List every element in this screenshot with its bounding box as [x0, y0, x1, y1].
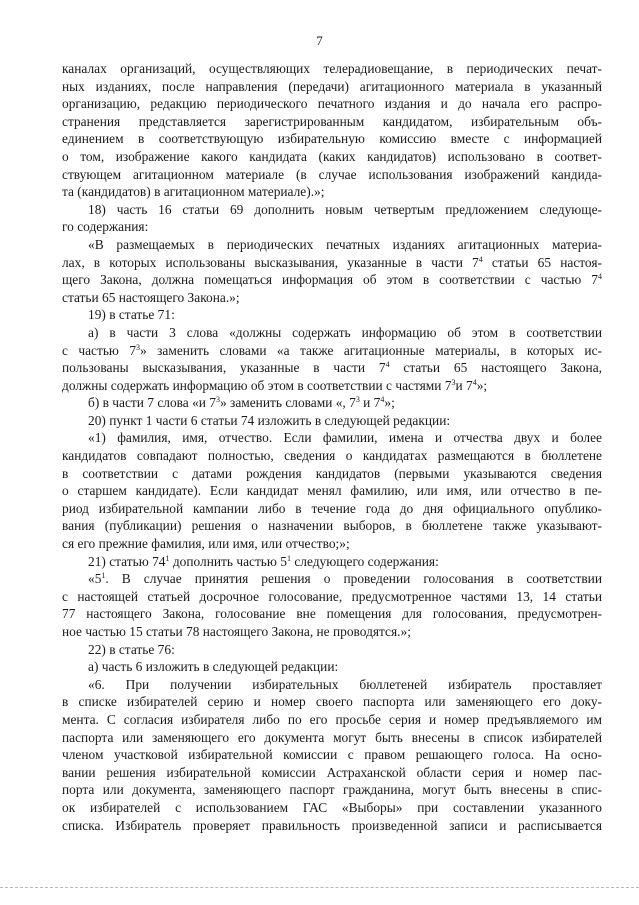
- text-line: «В размещаемых в периодических печатных изданиях агитационных материа-: [88, 236, 602, 252]
- text-line: ное частью 15 статьи 78 настоящего Закона, не проводятся.»;: [62, 624, 411, 639]
- text-line: риод избирательной кампании либо в течение года до дня официального опублико-: [62, 500, 602, 516]
- text-line: ствующем агитационном материале (в случае использования изображений кандида-: [62, 166, 602, 182]
- page-number: 7: [316, 33, 323, 48]
- text-line: ных изданиях, после направления (передачи) агитационного материала в указанный: [62, 78, 602, 94]
- text-line: организацию, редакцию периодического печатного издания и до начала его распро-: [62, 96, 602, 112]
- text-line: в списке избирателей серию и номер своего паспорта или заменяющего его доку-: [62, 694, 602, 710]
- text-line: ся его прежние фамилия, или имя, или отчество;»;: [62, 536, 350, 552]
- text-line: о старшем кандидате). Если кандидат менял фамилию, или имя, или отчество в пе-: [62, 483, 602, 499]
- text-line: порта или документа, заменяющего паспорт гражданина, могут быть внесены в спис-: [62, 782, 602, 798]
- text-line: 18) часть 16 статьи 69 дополнить новым четвертым предложением следующе-: [88, 201, 602, 217]
- text-line: 20) пункт 1 части 6 статьи 74 изложить в следующей редакции:: [88, 412, 451, 428]
- text-line: странения представляется зарегистрированным кандидатом, избирательным объ-: [62, 113, 602, 129]
- text-line: 21) статью $74^1$ дополнить частью $5^1$ следующего содержания:: [88, 553, 439, 569]
- text-line: мента. С согласия избирателя либо по его просьбе серия и номер предъявляемого им: [62, 711, 602, 727]
- text-line: та (кандидатов) в агитационном материале).»;: [62, 184, 325, 200]
- text-line: 22) в статье 76:: [88, 641, 175, 657]
- text-line: вания (публикации) решения о назначении выборов, в бюллетене также указывают-: [62, 518, 602, 534]
- text-line: вании решения избирательной комиссии Астраханской области серия и номер пас-: [62, 764, 602, 780]
- text-line: единением в соответствующую избирательную комиссию вместе с информацией: [62, 131, 602, 147]
- text-line: о том, изображение какого кандидата (каких кандидатов) использовано в соответ-: [62, 148, 602, 164]
- text-line: щего Закона, должна помещаться информация об этом в соответствии с частью $7^4$: [62, 272, 602, 288]
- text-line: в соответствии с датами рождения кандидатов (первыми указываются сведения: [62, 465, 602, 481]
- text-line: членом участковой избирательной комиссии с правом решающего голоса. На осно-: [62, 747, 602, 763]
- text-line: 19) в статье 71:: [88, 307, 175, 323]
- document-body: [62, 60, 602, 834]
- text-line: б) в части 7 слова «и $7^3$» заменить словами «, $7^3$ и $7^4$»;: [88, 395, 395, 411]
- text-line: лах, в которых использованы высказывания, указанные в части $7^4$ статьи 65 настоя-: [62, 254, 602, 270]
- text-line: «1) фамилия, имя, отчество. Если фамилии, имена и отчества двух и более: [88, 430, 602, 446]
- text-line: ок избирателей с использованием ГАС «Выборы» при составлении указанного: [62, 799, 602, 815]
- text-line: а) часть 6 изложить в следующей редакции:: [88, 659, 339, 675]
- scan-edge-line: [0, 887, 639, 889]
- text-line: «6. При получении избирательных бюллетеней избиратель проставляет: [88, 676, 602, 692]
- text-line: каналах организаций, осуществляющих телерадиовещание, в периодических печат-: [62, 61, 602, 76]
- text-line: пользованы высказывания, указанные в части $7^4$ статьи 65 настоящего Закона,: [62, 360, 603, 376]
- text-line: списка. Избиратель проверяет правильность произведенной записи и расписывается: [62, 817, 602, 833]
- text-line: «$5^1$. В случае принятия решения о проведении голосования в соответствии: [88, 571, 602, 587]
- text-line: с настоящей статьей досрочное голосование, предусмотренное частями 13, 14 статьи: [62, 588, 602, 604]
- text-line: статьи 65 настоящего Закона.»;: [62, 289, 240, 305]
- text-line: го содержания:: [62, 219, 149, 235]
- text-line: паспорта или заменяющего его документа могут быть внесены в список избирателей: [62, 729, 602, 745]
- text-line: 77 настоящего Закона, голосование вне помещения для голосования, предусмотрен-: [62, 606, 602, 622]
- text-line: с частью $7^3$» заменить словами «а также агитационные материалы, в которых ис-: [62, 342, 603, 358]
- text-line: должны содержать информацию об этом в соответствии с частями $7^3и$ $7^4$»;: [62, 377, 488, 393]
- text-line: а) в части 3 слова «должны содержать информацию об этом в соответствии: [88, 324, 602, 340]
- text-line: кандидатов совпадают полностью, сведения о кандидатах размещаются в бюллетене: [62, 448, 602, 464]
